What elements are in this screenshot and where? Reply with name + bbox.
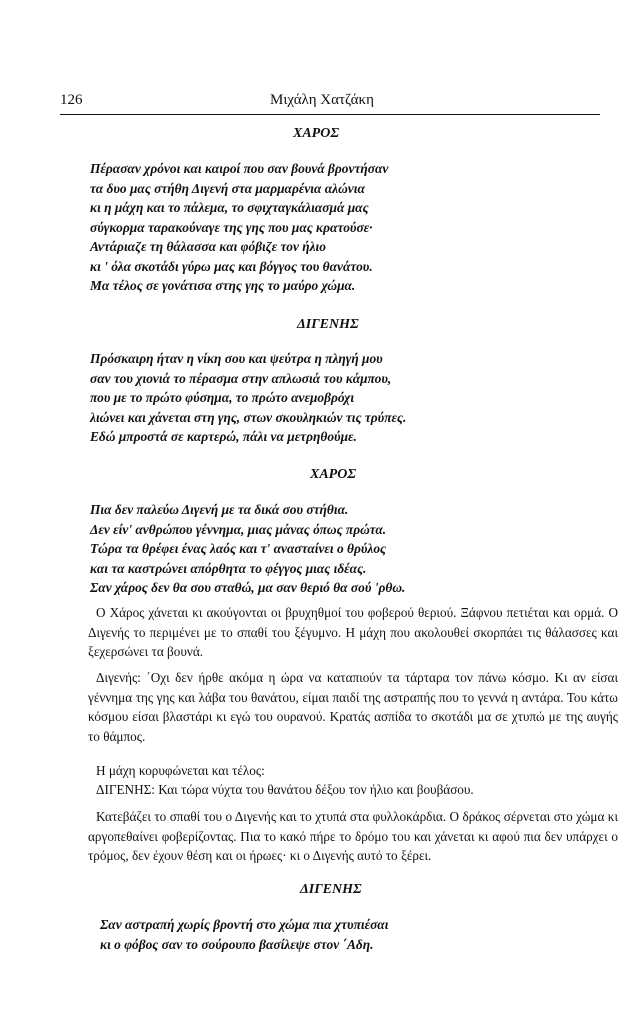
verse-stanza bbox=[90, 349, 406, 447]
verse-stanza bbox=[100, 915, 388, 954]
verse-line: Μα τέλος σε γονάτισα στης γης το μαύρο χώμα. bbox=[90, 278, 356, 293]
verse-line: λιώνει και χάνεται στη γης, στων σκουληκιών τις τρύπες. bbox=[90, 409, 407, 425]
verse-line: Σαν χάρος δεν θα σου σταθώ, μα σαν θεριό θα σού 'ρθω. bbox=[90, 580, 406, 595]
prose-line: ΔΙΓΕΝΗΣ: Και τώρα νύχτα του θανάτου δέξου τον ήλιο και βουβάσου. bbox=[96, 782, 474, 797]
verse-stanza bbox=[90, 159, 388, 296]
page-number: 126 bbox=[60, 92, 83, 108]
verse-line: Αντάριαζε τη θάλασσα και φόβιζε τον ήλιο bbox=[90, 239, 326, 254]
verse-line: και τα καστρώνει απόρθητα το φέγγος μιας ιδέας. bbox=[90, 560, 367, 576]
prose-paragraph: Κατεβάζει το σπαθί του ο Διγενής και το χτυπά στα φυλλοκάρδια. Ο δράκος σέρνεται στο χώμα κι αργοπεθαίνει φοβερίζοντας. Πια το κακό πήρε το δρόμο του και χάνεται κι αφού πια δεν υπάρχει ο τρόμος, δεν έχουν θέση και οι ήρωες· κι ο Διγενής αυτό το ξέρει. bbox=[88, 809, 618, 863]
verse-line: τα δυο μας στήθη Διγενή στα μαρμαρένια αλώνια bbox=[90, 180, 365, 196]
speaker-heading: ΔΙΓΕΝΗΣ bbox=[300, 882, 362, 897]
verse-line: Πια δεν παλεύω Διγενή με τα δικά σου στήθια. bbox=[90, 502, 349, 517]
verse-line: σύγκορμα ταρακούναγε της γης που μας κρατούσε· bbox=[90, 219, 373, 235]
prose-paragraph: Ο Χάρος χάνεται κι ακούγονται οι βρυχηθμοί του φοβερού θεριού. Ξάφνου πετιέται και ορμά. Ο Διγενής το περιμένει με το σπαθί του ξέγυμνο. Η μάχη που ακολουθεί σκορπάει τις θάλασσες και ξεχερσώνει τα βουνά. bbox=[88, 605, 618, 659]
prose-line: Η μάχη κορυφώνεται και τέλος: bbox=[96, 763, 265, 778]
verse-line: Πέρασαν χρόνοι και καιροί που σαν βουνά βροντήσαν bbox=[90, 161, 389, 176]
speaker-heading: ΔΙΓΕΝΗΣ bbox=[297, 317, 359, 332]
running-header bbox=[60, 92, 600, 115]
verse-line: σαν του χιονιά το πέρασμα στην απλωσιά του κάμπου, bbox=[90, 370, 392, 386]
verse-line: κι η μάχη και το πάλεμα, το σφιχταγκάλιασμά μας bbox=[90, 200, 369, 215]
prose-paragraph: Διγενής: ΄Οχι δεν ήρθε ακόμα η ώρα να καταπιούν τα τάρταρα τον πάνω κόσμο. Κι αν είσαι γέννημα της γης και λάβα του θανάτου, είμαι παιδί της αστραπής που το γεννά η αντάρα. Του κάτω κόσμου είσαι βλαστάρι κι εγώ του ουρανού. Κρατάς ασπίδα το σκοτάδι μα σε χτυπώ με της αυγής το θάμπος. bbox=[88, 670, 618, 744]
speaker-heading: ΧΑΡΟΣ bbox=[293, 126, 340, 141]
running-title: Μιχάλη Χατζάκη bbox=[270, 92, 374, 108]
verse-line: Τώρα τα θρέφει ένας λαός και τ' ανασταίνει ο θρύλος bbox=[90, 541, 387, 556]
verse-stanza bbox=[90, 500, 405, 598]
verse-line: κι ' όλα σκοτάδι γύρω μας και βόγγος του θανάτου. bbox=[90, 258, 373, 274]
verse-line: Σαν αστραπή χωρίς βροντή στο χώμα πια χτυπιέσαι bbox=[100, 917, 389, 932]
speaker-heading: ΧΑΡΟΣ bbox=[310, 467, 357, 482]
verse-line: Εδώ μπροστά σε καρτερώ, πάλι να μετρηθούμε. bbox=[90, 429, 357, 444]
verse-line: που με το πρώτο φύσημα, το πρώτο ανεμοβρόχι bbox=[90, 390, 355, 405]
verse-line: Πρόσκαιρη ήταν η νίκη σου και ψεύτρα η πληγή μου bbox=[90, 351, 383, 366]
verse-line: κι ο φόβος σαν το σούρουπο βασίλεψε στον ΄Αδη. bbox=[100, 936, 374, 952]
verse-line: Δεν είν' ανθρώπου γέννημα, μιας μάνας όπως πρώτα. bbox=[90, 521, 387, 537]
